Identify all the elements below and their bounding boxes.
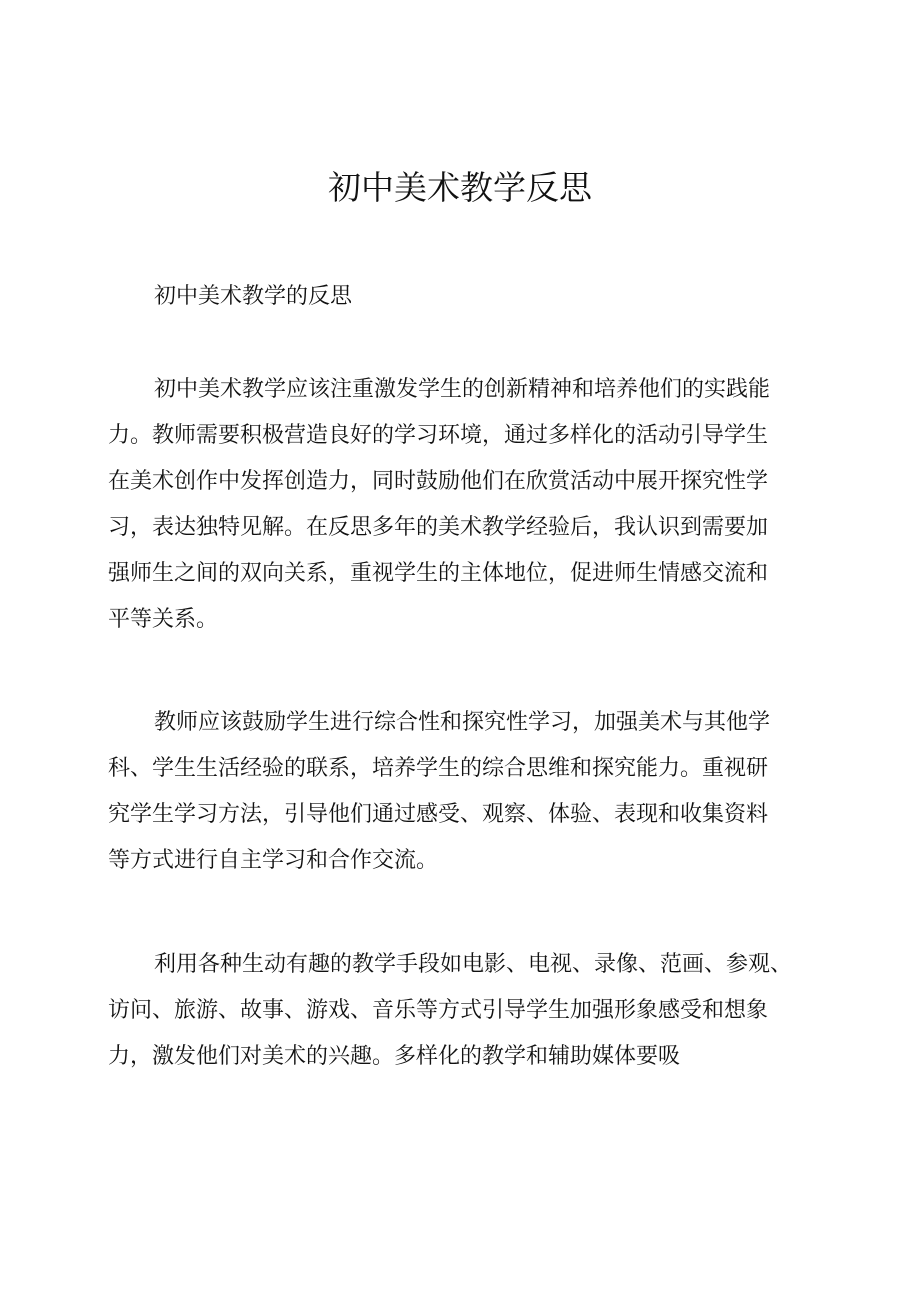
document-subtitle: 初中美术教学的反思 xyxy=(154,284,353,309)
paragraph-1 xyxy=(108,367,808,643)
paragraph-line: 平等关系。 xyxy=(108,607,219,632)
paragraph-line: 科、学生生活经验的联系，培养学生的综合思维和探究能力。重视研 xyxy=(108,756,769,781)
paragraph-line: 力，激发他们对美术的兴趣。多样化的教学和辅助媒体要吸 xyxy=(108,1044,681,1069)
paragraph-line: 等方式进行自主学习和合作交流。 xyxy=(108,848,439,873)
paragraph-line: 究学生学习方法，引导他们通过感受、观察、体验、表现和收集资料 xyxy=(108,802,769,827)
paragraph-2 xyxy=(108,700,808,884)
document-title: 初中美术教学反思 xyxy=(328,168,592,207)
paragraph-3 xyxy=(108,942,808,1080)
paragraph-line: 力。教师需要积极营造良好的学习环境，通过多样化的活动引导学生 xyxy=(108,423,769,448)
paragraph-line: 强师生之间的双向关系，重视学生的主体地位，促进师生情感交流和 xyxy=(108,561,769,586)
paragraph-line: 教师应该鼓励学生进行综合性和探究性学习，加强美术与其他学 xyxy=(154,710,771,735)
paragraph-line: 访问、旅游、故事、游戏、音乐等方式引导学生加强形象感受和想象 xyxy=(108,998,769,1023)
paragraph-line: 利用各种生动有趣的教学手段如电影、电视、录像、范画、参观、 xyxy=(154,952,793,977)
paragraph-line: 习，表达独特见解。在反思多年的美术教学经验后，我认识到需要加 xyxy=(108,515,769,540)
paragraph-line: 在美术创作中发挥创造力，同时鼓励他们在欣赏活动中展开探究性学 xyxy=(108,469,769,494)
paragraph-line: 初中美术教学应该注重激发学生的创新精神和培养他们的实践能 xyxy=(154,377,771,402)
